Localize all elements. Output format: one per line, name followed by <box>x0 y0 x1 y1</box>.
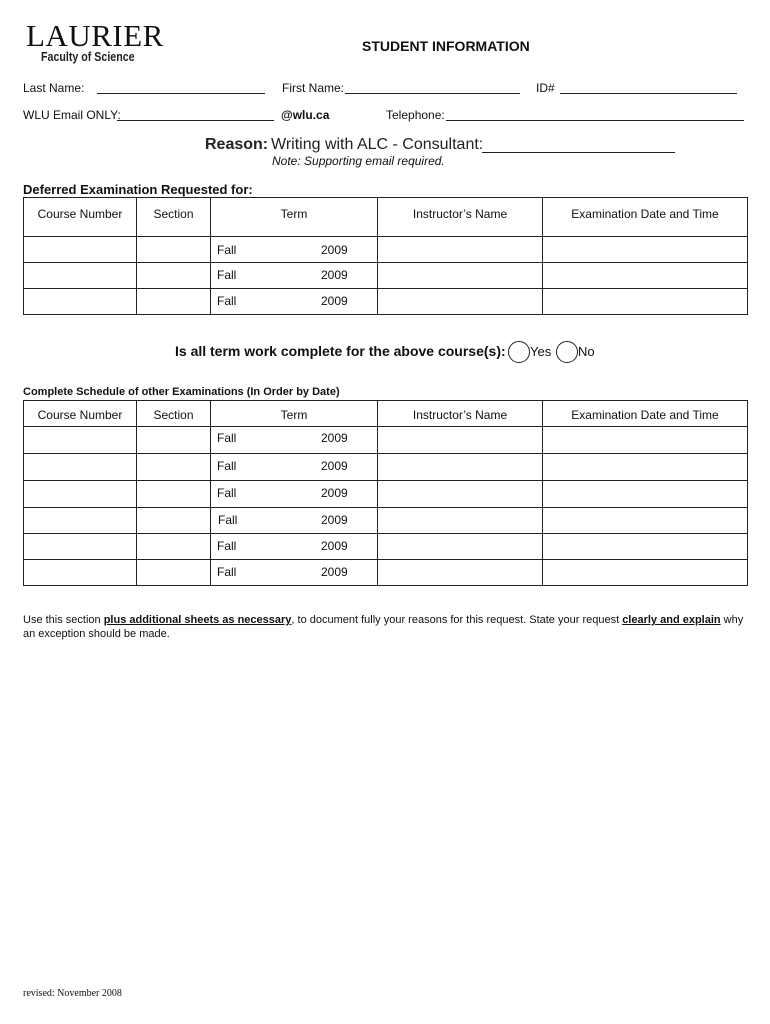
table-row <box>24 481 748 508</box>
course-cell[interactable] <box>24 508 137 534</box>
course-cell[interactable] <box>24 481 137 508</box>
exam-date-cell[interactable] <box>543 560 748 586</box>
table-row <box>24 427 748 454</box>
term-cell: Fall 2009 <box>211 508 378 534</box>
col-course-number: Course Number <box>24 198 137 237</box>
deferred-heading: Deferred Examination Requested for: <box>23 182 253 197</box>
revision-note: revised: November 2008 <box>23 988 122 999</box>
consultant-field[interactable] <box>482 137 675 153</box>
reason-note: Note: Supporting email required. <box>272 154 445 168</box>
instructor-cell[interactable] <box>378 427 543 454</box>
id-field[interactable] <box>560 81 737 94</box>
col-instructor: Instructor’s Name <box>378 401 543 427</box>
course-cell[interactable] <box>24 237 137 263</box>
col-instructor: Instructor’s Name <box>378 198 543 237</box>
instructor-cell[interactable] <box>378 534 543 560</box>
col-term: Term <box>211 401 378 427</box>
term-cell: Fall 2009 <box>211 534 378 560</box>
instructor-cell[interactable] <box>378 454 543 481</box>
email-domain: @wlu.ca <box>281 108 330 122</box>
term-cell: Fall 2009 <box>211 481 378 508</box>
instructor-cell[interactable] <box>378 481 543 508</box>
section-cell[interactable] <box>137 427 211 454</box>
table-row <box>24 454 748 481</box>
table-row <box>24 560 748 586</box>
course-cell[interactable] <box>24 560 137 586</box>
exam-date-cell[interactable] <box>543 289 748 315</box>
term-cell: Fall 2009 <box>211 560 378 586</box>
col-term: Term <box>211 198 378 237</box>
last-name-label: Last Name: <box>23 81 85 95</box>
instructor-cell[interactable] <box>378 289 543 315</box>
course-cell[interactable] <box>24 534 137 560</box>
telephone-label: Telephone: <box>386 108 445 122</box>
telephone-field[interactable] <box>446 108 744 121</box>
table-row <box>24 289 748 315</box>
email-label: WLU Email ONLY: <box>23 108 121 122</box>
deferred-table <box>23 197 748 315</box>
schedule-heading: Complete Schedule of other Examinations (In Order by Date) <box>23 386 340 398</box>
no-label: No <box>578 344 595 359</box>
col-section: Section <box>137 198 211 237</box>
first-name-field[interactable] <box>345 81 520 94</box>
section-cell[interactable] <box>137 560 211 586</box>
schedule-table <box>23 400 748 586</box>
instructor-cell[interactable] <box>378 560 543 586</box>
reason-text: Writing with ALC - Consultant: <box>271 136 484 153</box>
course-cell[interactable] <box>24 263 137 289</box>
section-cell[interactable] <box>137 263 211 289</box>
exam-date-cell[interactable] <box>543 534 748 560</box>
exam-date-cell[interactable] <box>543 508 748 534</box>
faculty-subtitle: Faculty of Science <box>41 49 135 64</box>
course-cell[interactable] <box>24 454 137 481</box>
exam-date-cell[interactable] <box>543 454 748 481</box>
table-row <box>24 534 748 560</box>
instructor-cell[interactable] <box>378 237 543 263</box>
page-title: STUDENT INFORMATION <box>362 38 530 54</box>
yes-label: Yes <box>530 344 552 359</box>
exam-date-cell[interactable] <box>543 237 748 263</box>
exam-date-cell[interactable] <box>543 481 748 508</box>
term-cell: Fall 2009 <box>211 454 378 481</box>
term-cell: Fall 2009 <box>211 427 378 454</box>
section-cell[interactable] <box>137 289 211 315</box>
section-cell[interactable] <box>137 534 211 560</box>
term-work-question: Is all term work complete for the above course(s): <box>175 343 506 359</box>
yes-radio[interactable] <box>508 341 530 363</box>
first-name-label: First Name: <box>282 81 345 95</box>
table-row <box>24 263 748 289</box>
course-cell[interactable] <box>24 427 137 454</box>
section-cell[interactable] <box>137 481 211 508</box>
last-name-field[interactable] <box>97 81 265 94</box>
instructions-paragraph: Use this section plus additional sheets as necessary, to document fully your reasons for this request. State your request clearly and explain why an exception should be made. <box>23 614 744 640</box>
laurier-logo: LAURIER <box>26 18 164 53</box>
email-field[interactable] <box>117 108 274 121</box>
reason-label: Reason: <box>205 136 269 153</box>
instructor-cell[interactable] <box>378 508 543 534</box>
term-cell: Fall 2009 <box>211 237 378 263</box>
term-cell: Fall 2009 <box>211 263 378 289</box>
section-cell[interactable] <box>137 508 211 534</box>
col-course-number: Course Number <box>24 401 137 427</box>
table-row <box>24 508 748 534</box>
exam-date-cell[interactable] <box>543 263 748 289</box>
section-cell[interactable] <box>137 454 211 481</box>
col-exam-date: Examination Date and Time <box>543 401 748 427</box>
table-row <box>24 237 748 263</box>
instructor-cell[interactable] <box>378 263 543 289</box>
term-cell: Fall 2009 <box>211 289 378 315</box>
id-label: ID# <box>536 81 555 95</box>
course-cell[interactable] <box>24 289 137 315</box>
col-section: Section <box>137 401 211 427</box>
col-exam-date: Examination Date and Time <box>543 198 748 237</box>
no-radio[interactable] <box>556 341 578 363</box>
section-cell[interactable] <box>137 237 211 263</box>
exam-date-cell[interactable] <box>543 427 748 454</box>
